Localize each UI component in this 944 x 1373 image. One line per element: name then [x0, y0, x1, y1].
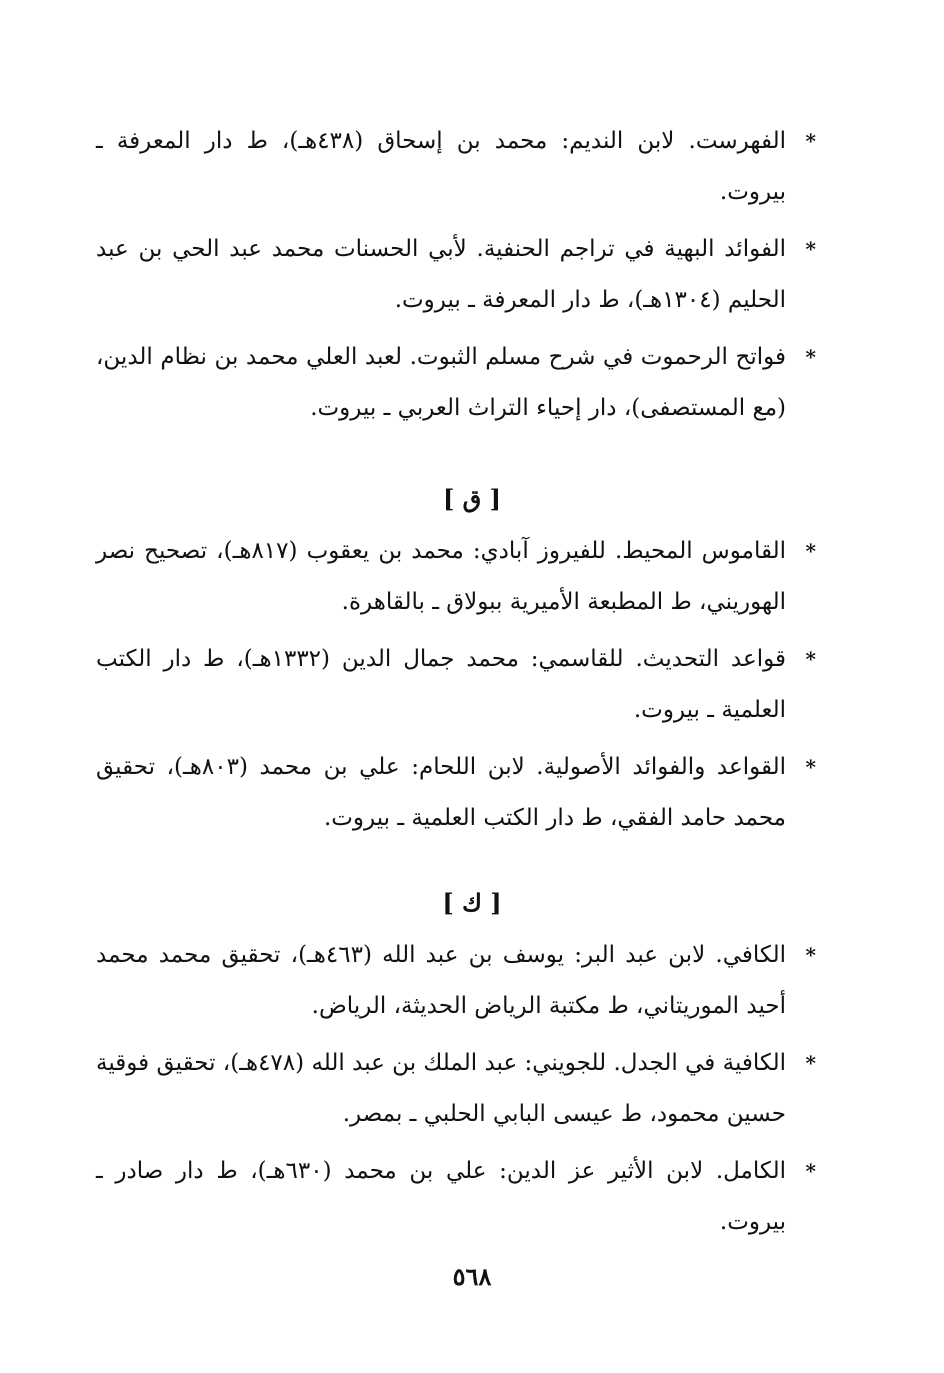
asterisk-marker: * [805, 1159, 816, 1183]
entry-text: القواعد والفوائد الأصولية. لابن اللحام: علي بن محمد (٨٠٣هـ)، تحقيق محمد حامد الفقي، ط دار الكتب العلمية ـ بيروت. [96, 754, 786, 831]
entry-text: الكامل. لابن الأثير عز الدين: علي بن محمد (٦٣٠هـ)، ط دار صادر ـ بيروت. [96, 1158, 786, 1235]
section-heading-qaf: [ ق ] [442, 484, 502, 513]
entry-text: فواتح الرحموت في شرح مسلم الثبوت. لعبد العلي محمد بن نظام الدين، (مع المستصفى)، دار إحياء التراث العربي ـ بيروت. [96, 344, 786, 421]
section-heading-kaf: [ ك ] [442, 888, 502, 917]
entry-text: الفوائد البهية في تراجم الحنفية. لأبي الحسنات محمد عبد الحي بن عبد الحليم (١٣٠٤هـ)، ط دار المعرفة ـ بيروت. [96, 236, 786, 313]
entry-text: الكافية في الجدل. للجويني: عبد الملك بن عبد الله (٤٧٨هـ)، تحقيق فوقية حسين محمود، ط عيسى البابي الحلبي ـ بمصر. [96, 1050, 786, 1127]
bibliography-entry [96, 526, 816, 628]
bibliography-entry [96, 224, 816, 326]
bibliography-entry [96, 332, 816, 434]
asterisk-marker: * [805, 129, 816, 153]
bibliography-entry [96, 1146, 816, 1248]
asterisk-marker: * [805, 647, 816, 671]
entry-text: قواعد التحديث. للقاسمي: محمد جمال الدين (١٣٣٢هـ)، ط دار الكتب العلمية ـ بيروت. [96, 646, 786, 723]
bibliography-entry [96, 634, 816, 736]
asterisk-marker: * [805, 539, 816, 563]
bibliography-entry [96, 742, 816, 844]
bibliography-entry [96, 1038, 816, 1140]
entry-text: القاموس المحيط. للفيروز آبادي: محمد بن يعقوب (٨١٧هـ)، تصحيح نصر الهوريني، ط المطبعة الأميرية ببولاق ـ بالقاهرة. [96, 538, 786, 615]
entry-text: الفهرست. لابن النديم: محمد بن إسحاق (٤٣٨هـ)، ط دار المعرفة ـ بيروت. [96, 128, 786, 205]
bibliography-entry [96, 930, 816, 1032]
bibliography-entry [96, 116, 816, 218]
page-number: ٥٦٨ [452, 1262, 492, 1291]
section-kaf [96, 930, 816, 1254]
asterisk-marker: * [805, 345, 816, 369]
asterisk-marker: * [805, 943, 816, 967]
entry-text: الكافي. لابن عبد البر: يوسف بن عبد الله (٤٦٣هـ)، تحقيق محمد محمد أحيد الموريتاني، ط مكتبة الرياض الحديثة، الرياض. [96, 942, 786, 1019]
section-qaf [96, 526, 816, 850]
asterisk-marker: * [805, 755, 816, 779]
asterisk-marker: * [805, 1051, 816, 1075]
section-fa [96, 116, 816, 440]
asterisk-marker: * [805, 237, 816, 261]
